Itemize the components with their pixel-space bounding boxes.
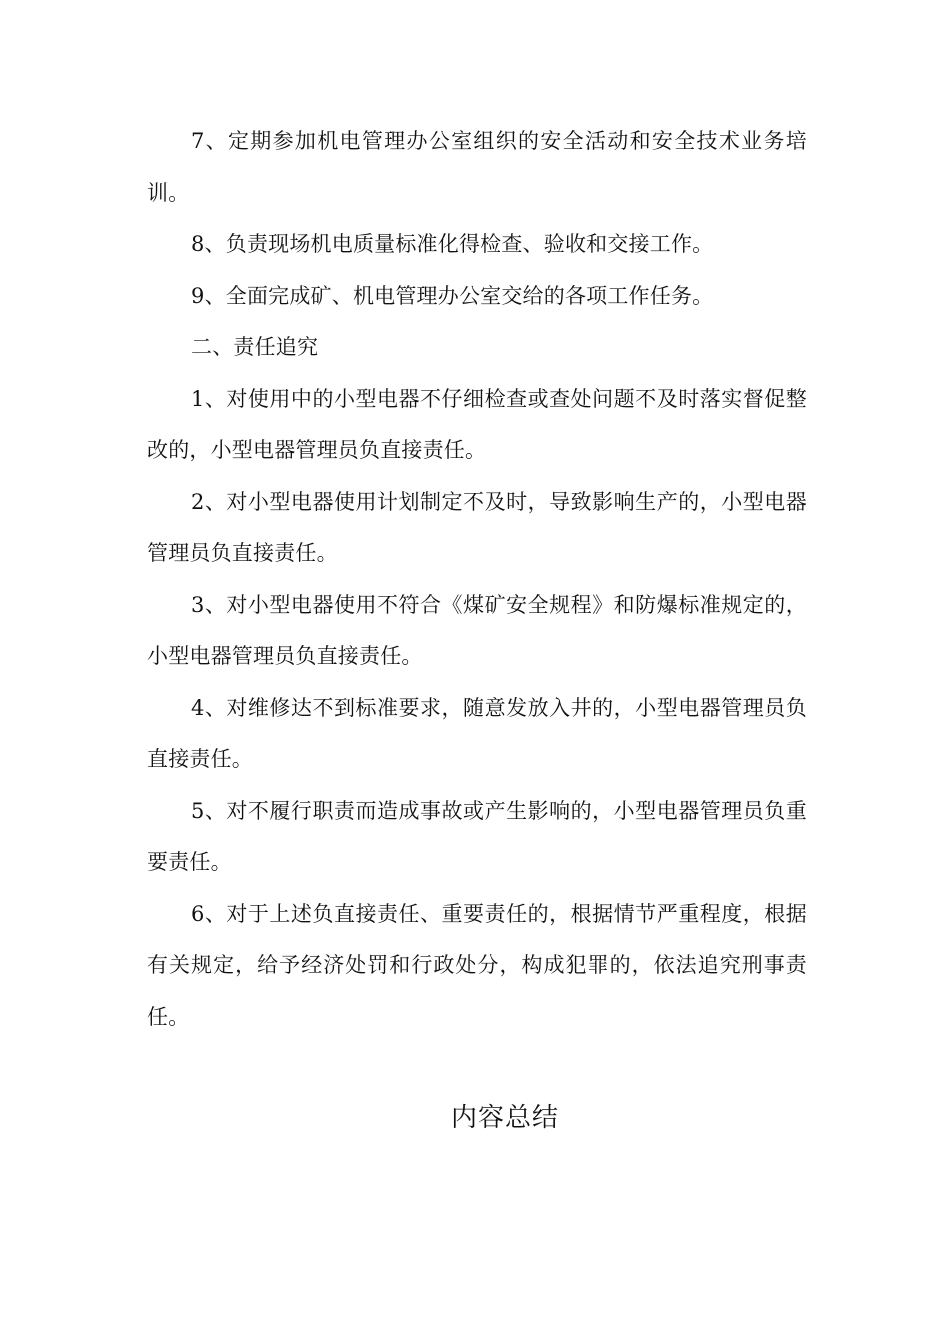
paragraph-item-8: 8、负责现场机电质量标准化得检查、验收和交接工作。 <box>191 232 714 256</box>
paragraph-responsibility-2: 2、对小型电器使用计划制定不及时，导致影响生产的，小型电器管理员负直接责任。 <box>147 489 807 565</box>
section-heading-responsibility: 二、责任追究 <box>191 335 319 359</box>
paragraph-responsibility-4: 4、对维修达不到标准要求，随意发放入井的，小型电器管理员负直接责任。 <box>147 695 807 771</box>
document-body <box>147 116 807 1043</box>
paragraph-item-7: 7、定期参加机电管理办公室组织的安全活动和安全技术业务培训。 <box>147 129 807 205</box>
paragraph-responsibility-3: 3、对小型电器使用不符合《煤矿安全规程》和防爆标准规定的，小型电器管理员负直接责任。 <box>147 592 807 668</box>
summary-title: 内容总结 <box>450 1103 559 1133</box>
paragraph-responsibility-5: 5、对不履行职责而造成事故或产生影响的，小型电器管理员负重要责任。 <box>147 798 807 874</box>
paragraph-item-9: 9、全面完成矿、机电管理办公室交给的各项工作任务。 <box>191 283 714 308</box>
paragraph-responsibility-1: 1、对使用中的小型电器不仔细检查或查处问题不及时落实督促整改的，小型电器管理员负直接责任。 <box>147 386 807 462</box>
paragraph-responsibility-6: 6、对于上述负直接责任、重要责任的，根据情节严重程度，根据有关规定，给予经济处罚和行政处分，构成犯罪的，依法追究刑事责任。 <box>147 901 807 1029</box>
